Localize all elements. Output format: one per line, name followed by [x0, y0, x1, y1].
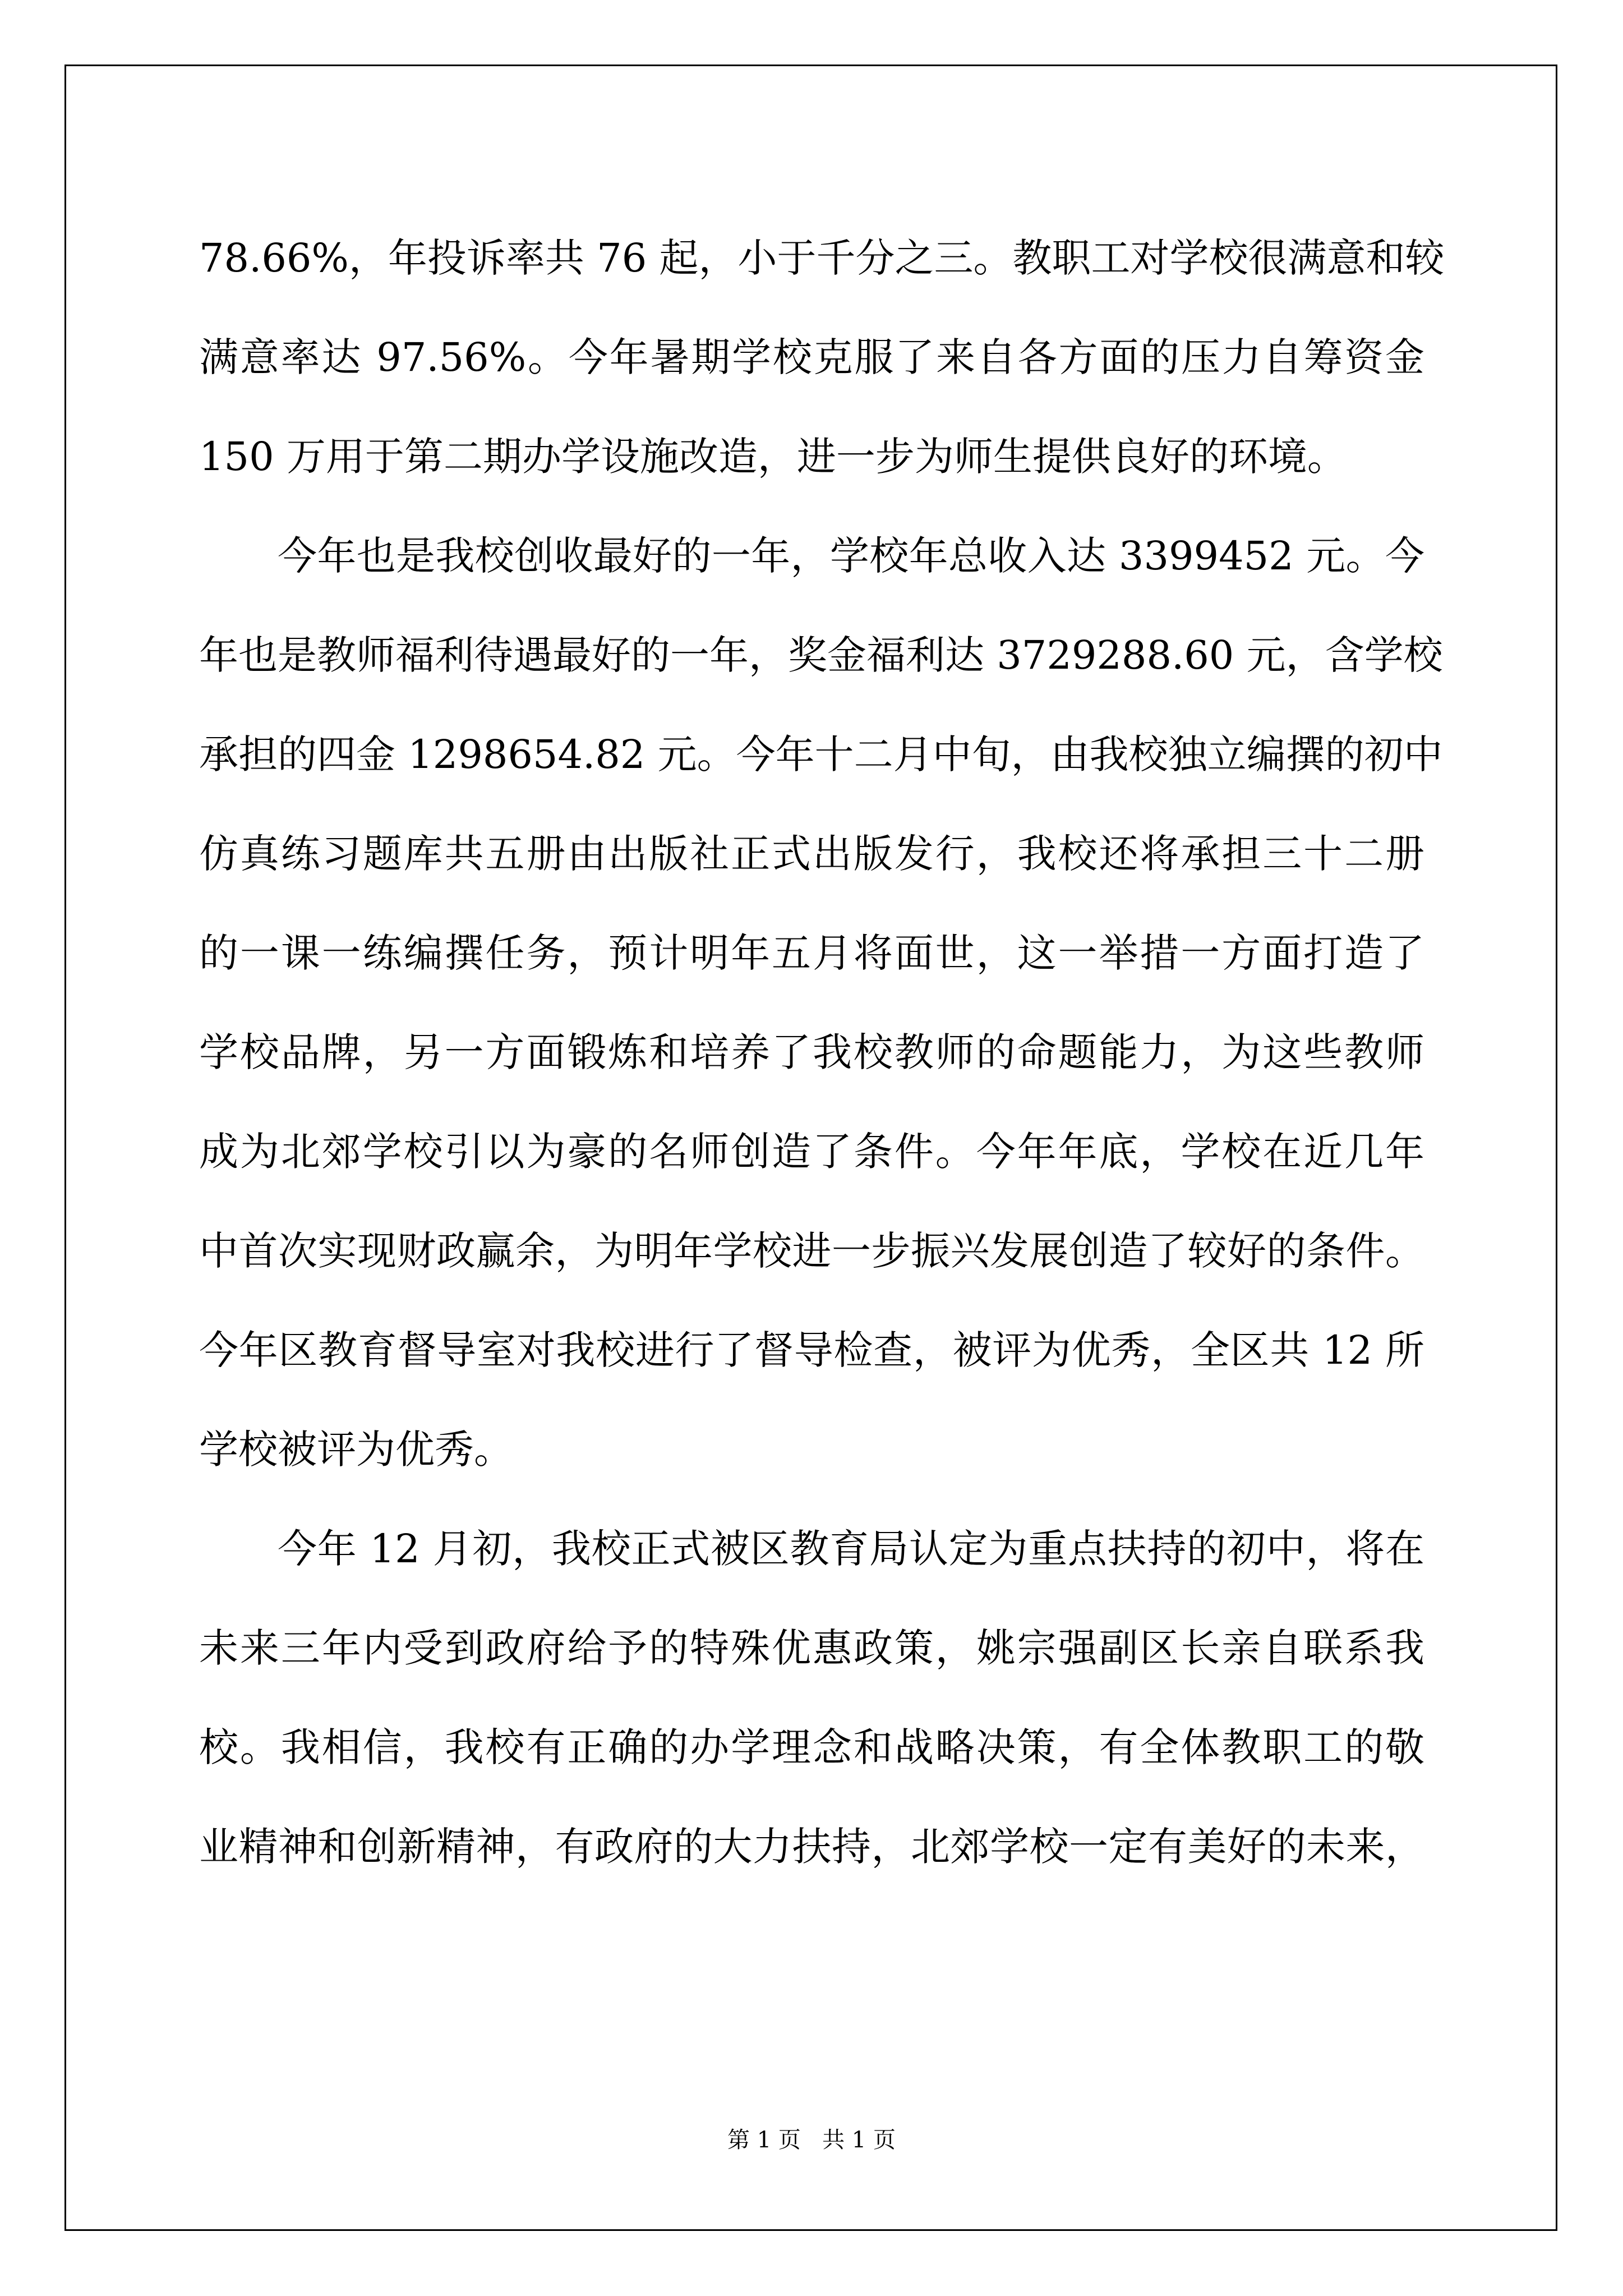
text-line: 学校被评为优秀。 — [199, 1427, 513, 1473]
text-line: 业精神和创新精神，有政府的大力扶持，北郊学校一定有美好的未来， — [199, 1824, 1424, 1870]
text-line: 承担的四金 1298654.82 元。今年十二月中旬，由我校独立编撰的初中 — [199, 731, 1443, 777]
text-line: 学校品牌，另一方面锻炼和培养了我校教师的命题能力，为这些教师 — [199, 1029, 1424, 1075]
text-line: 的一课一练编撰任务，预计明年五月将面世，这一举措一方面打造了 — [199, 930, 1424, 976]
text-line: 成为北郊学校引以为豪的名师创造了条件。今年年底，学校在近几年 — [199, 1129, 1424, 1175]
text-line: 校。我相信，我校有正确的办学理念和战略决策，有全体教职工的敬 — [199, 1724, 1424, 1770]
text-line: 今年 12 月初，我校正式被区教育局认定为重点扶持的初中，将在 — [278, 1526, 1424, 1572]
text-line: 今年区教育督导室对我校进行了督导检查，被评为优秀，全区共 12 所 — [199, 1327, 1424, 1373]
text-line: 仿真练习题库共五册由出版社正式出版发行，我校还将承担三十二册 — [199, 831, 1424, 877]
text-line: 中首次实现财政赢余，为明年学校进一步振兴发展创造了较好的条件。 — [199, 1228, 1424, 1274]
text-line: 未来三年内受到政府给予的特殊优惠政策，姚宗强副区长亲自联系我 — [199, 1625, 1424, 1671]
page-footer: 第 1 页 共 1 页 — [727, 2127, 896, 2153]
text-line: 满意率达 97.56%。今年暑期学校克服了来自各方面的压力自筹资金 — [199, 334, 1424, 380]
text-line: 年也是教师福利待遇最好的一年，奖金福利达 3729288.60 元，含学校 — [199, 632, 1443, 678]
document-body — [199, 209, 1445, 1897]
text-line: 150 万用于第二期办学设施改造，进一步为师生提供良好的环境。 — [199, 434, 1347, 480]
text-line: 78.66%，年投诉率共 76 起，小于千分之三。教职工对学校很满意和较 — [199, 235, 1445, 281]
text-line: 今年也是我校创收最好的一年，学校年总收入达 3399452 元。今 — [278, 533, 1424, 579]
